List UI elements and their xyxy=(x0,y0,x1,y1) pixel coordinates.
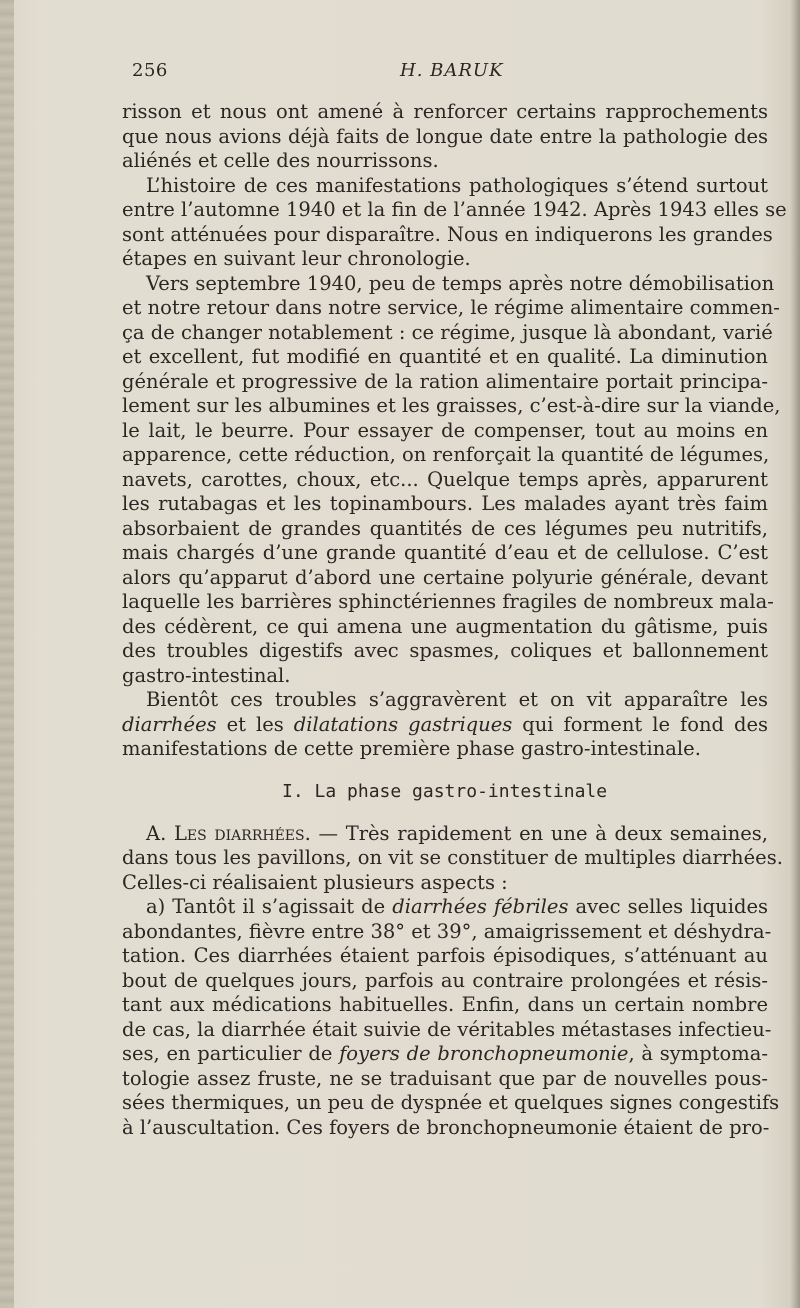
text-line xyxy=(122,822,768,847)
text-line: tologie assez fruste, ne se traduisant que par de nouvelles pous- xyxy=(122,1066,768,1090)
text-run: ses, en particulier de xyxy=(122,1042,340,1065)
text-line: manifestations de cette première phase gastro-intestinale. xyxy=(122,737,701,760)
italic-term: diarrhées xyxy=(122,712,217,736)
text-line: L’histoire de ces manifestations pathologiques s’étend surtout xyxy=(146,173,768,197)
text-line: entre l’automne 1940 et la fin de l’année 1942. Après 1943 elles se xyxy=(122,198,787,221)
italic-term: diarrhées fébriles xyxy=(392,895,569,918)
text-line: alors qu’apparut d’abord une certaine polyurie générale, devant xyxy=(122,565,768,589)
running-head: H. BARUK xyxy=(400,60,504,81)
text-line: Bientôt ces troubles s’aggravèrent et on vit apparaître les xyxy=(146,688,768,711)
text-line xyxy=(122,713,768,738)
text-line: abondantes, fièvre entre 38° et 39°, amaigrissement et déshydra- xyxy=(122,919,772,943)
page-header xyxy=(132,60,768,88)
text-line: des cédèrent, ce qui amena une augmentation du gâtisme, puis xyxy=(122,614,768,638)
text-line xyxy=(122,895,768,920)
text-line: mais chargés d’une grande quantité d’eau et de cellulose. C’est xyxy=(122,541,768,564)
text-run: , à symptoma- xyxy=(628,1042,768,1065)
italic-term: dilatations gastriques xyxy=(293,712,513,736)
text-line: à l’auscultation. Ces foyers de bronchopneumonie étaient de pro- xyxy=(122,1115,770,1139)
text-line: sont atténuées pour disparaître. Nous en indiquerons les grandes xyxy=(122,222,773,246)
text-line: et excellent, fut modifié en quantité et en qualité. La diminution xyxy=(122,345,768,368)
book-spine-shadow xyxy=(0,0,14,1308)
text-line: ça de changer notablement : ce régime, jusque là abondant, varié xyxy=(122,320,773,344)
text-line: le lait, le beurre. Pour essayer de compenser, tout au moins en xyxy=(122,418,768,442)
section-heading: I. La phase gastro-intestinale xyxy=(282,780,608,802)
text-line: Vers septembre 1940, peu de temps après notre démobilisation xyxy=(146,271,775,295)
text-line: laquelle les barrières sphinctériennes fragiles de nombreux mala- xyxy=(122,590,774,613)
text-line: tant aux médications habituelles. Enfin, dans un certain nombre xyxy=(122,993,768,1016)
text-line: gastro-intestinal. xyxy=(122,663,291,687)
text-line: générale et progressive de la ration alimentaire portait principa- xyxy=(122,369,768,393)
text-run: a) Tantôt il s’agissait de xyxy=(146,895,393,918)
text-line: lement sur les albumines et les graisses, c’est-à-dire sur la viande, xyxy=(122,394,781,417)
spacer xyxy=(122,808,768,822)
text-line: tation. Ces diarrhées étaient parfois épisodiques, s’atténuant au xyxy=(122,944,768,967)
text-run: qui forment le fond des xyxy=(512,712,768,736)
subsection-label: A. Les diarrhées. xyxy=(146,821,311,845)
text-line: les rutabagas et les topinambours. Les malades ayant très faim xyxy=(122,492,768,515)
text-line: de cas, la diarrhée était suivie de véritables métastases infectieu- xyxy=(122,1017,772,1041)
body-text xyxy=(122,100,787,1140)
text-line: navets, carottes, choux, etc... Quelque temps après, apparurent xyxy=(122,467,768,491)
text-line: absorbaient de grandes quantités de ces légumes peu nutritifs, xyxy=(122,516,768,540)
text-line: bout de quelques jours, parfois au contraire prolongées et résis- xyxy=(122,968,768,992)
page-number: 256 xyxy=(132,60,168,81)
text-run: — Très rapidement en une à deux semaines, xyxy=(310,821,768,845)
italic-term: foyers de bronchopneumonie xyxy=(339,1042,629,1065)
text-line: étapes en suivant leur chronologie. xyxy=(122,247,471,270)
text-line: que nous avions déjà faits de longue date entre la pathologie des xyxy=(122,124,768,148)
text-line: et notre retour dans notre service, le régime alimentaire commen- xyxy=(122,296,780,319)
text-line: sées thermiques, un peu de dyspnée et quelques signes congestifs xyxy=(122,1091,780,1114)
text-run: et les xyxy=(216,712,294,736)
text-line xyxy=(122,1042,768,1067)
spacer xyxy=(122,762,768,780)
text-run: avec selles liquides xyxy=(568,895,768,918)
text-line: aliénés et celle des nourrissons. xyxy=(122,149,439,172)
text-line: des troubles digestifs avec spasmes, coliques et ballonnement xyxy=(122,639,768,662)
text-line: risson et nous ont amené à renforcer certains rapprochements xyxy=(122,100,768,123)
text-line: Celles-ci réalisaient plusieurs aspects : xyxy=(122,870,508,894)
text-line: apparence, cette réduction, on renforçait la quantité de légumes, xyxy=(122,443,770,466)
text-line: dans tous les pavillons, on vit se constituer de multiples diarrhées. xyxy=(122,846,783,869)
